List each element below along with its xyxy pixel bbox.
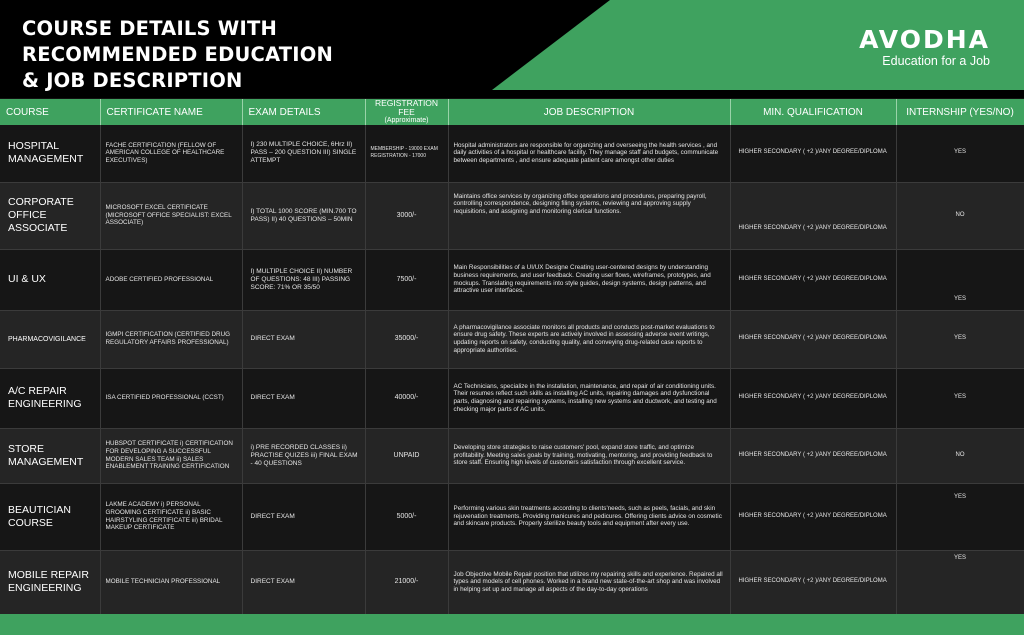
table-row	[0, 483, 1024, 550]
min-qualification: HIGHER SECONDARY ( +2 )/ANY DEGREE/DIPLOMA	[730, 182, 896, 249]
registration-fee: 21000/-	[365, 550, 448, 614]
certificate-name: MICROSOFT EXCEL CERTIFICATE (MICROSOFT OFFICE SPECIALIST: EXCEL ASSOCIATE)	[100, 182, 242, 249]
table-row	[0, 428, 1024, 483]
certificate-name: MOBILE TECHNICIAN PROFESSIONAL	[100, 550, 242, 614]
col-header-exam: EXAM DETAILS	[242, 99, 365, 125]
registration-fee: 40000/-	[365, 368, 448, 428]
col-header-fee-label: REGISTRATION FEE	[374, 98, 439, 117]
col-header-job: JOB DESCRIPTION	[448, 99, 730, 125]
certificate-name: ADOBE CERTIFIED PROFESSIONAL	[100, 249, 242, 310]
exam-details: DIRECT EXAM	[242, 310, 365, 368]
job-description: Job Objective Mobile Repair position that utilizes my repairing skills and experience. Repaired all types and models of cell phones. Worked in a brand new state-of-the-art shop and was involved in helping set up and manage all aspects of the day-to-day operations	[448, 550, 730, 614]
table-row	[0, 182, 1024, 249]
header-bar	[0, 0, 1024, 98]
exam-details: DIRECT EXAM	[242, 368, 365, 428]
course-name: PHARMACOVIGILANCE	[0, 310, 100, 368]
min-qualification: HIGHER SECONDARY ( +2 )/ANY DEGREE/DIPLOMA	[730, 249, 896, 310]
exam-details: DIRECT EXAM	[242, 550, 365, 614]
internship: YES	[896, 249, 1024, 310]
exam-details: i) PRE RECORDED CLASSES ii) PRACTISE QUIZES iii) FINAL EXAM - 40 QUESTIONS	[242, 428, 365, 483]
job-description: Main Responsibilities of a UI/UX Designe Creating user-centered designs by understanding business requirements, and user feedback. Creating user flows, wireframes, prototypes, and mockups. Translating requirements into style guides, design systems, design patterns, and attractive user interfaces.	[448, 249, 730, 310]
logo-tagline: Education for a Job	[882, 54, 990, 68]
col-header-intern: INTERNSHIP (YES/NO)	[896, 99, 1024, 125]
table-row	[0, 125, 1024, 182]
exam-details: I) TOTAL 1000 SCORE (MIN.700 TO PASS) II) 40 QUESTIONS – 50MIN	[242, 182, 365, 249]
internship: YES	[896, 483, 1024, 550]
course-name: MOBILE REPAIR ENGINEERING	[0, 550, 100, 614]
course-name: HOSPITAL MANAGEMENT	[0, 125, 100, 182]
registration-fee: UNPAID	[365, 428, 448, 483]
exam-details: DIRECT EXAM	[242, 483, 365, 550]
title-line-3: & JOB DESCRIPTION	[22, 69, 243, 92]
internship: YES	[896, 310, 1024, 368]
col-header-fee-sub: (Approximate)	[384, 117, 429, 124]
certificate-name: FACHE CERTIFICATION (FELLOW OF AMERICAN COLLEGE OF HEALTHCARE EXECUTIVES)	[100, 125, 242, 182]
registration-fee: MEMBERSHIP - 19000 EXAM REGISTRATION - 17000	[365, 125, 448, 182]
col-header-certificate: CERTIFICATE NAME	[100, 99, 242, 125]
job-description: A pharmacovigilance associate monitors all products and conducts post-market evaluations to ensure drug safety. These experts are actively involved in assessing adverse event writings, updating reports on safety, conducting quality, and conveying drug-related case reports to appropriate authorities.	[448, 310, 730, 368]
min-qualification: HIGHER SECONDARY ( +2 )/ANY DEGREE/DIPLOMA	[730, 428, 896, 483]
internship: NO	[896, 182, 1024, 249]
job-description: AC Technicians, specialize in the installation, maintenance, and repair of air conditioning units. Their resumes reflect such skills as installing AC units, repairing damages and dysfunctional parts, diagnosing and repairing systems, installing new systems and ductwork, and testing and checking major parts of AC units.	[448, 368, 730, 428]
table-row	[0, 368, 1024, 428]
registration-fee: 7500/-	[365, 249, 448, 310]
internship: NO	[896, 428, 1024, 483]
internship: YES	[896, 368, 1024, 428]
col-header-fee	[365, 99, 448, 125]
certificate-name: HUBSPOT CERTIFICATE i) CERTIFICATION FOR DEVELOPING A SUCCESSFUL MODERN SALES TEAM ii) SALES ENABLEMENT TRAINING CERTIFICATION	[100, 428, 242, 483]
footer-bar	[0, 614, 1024, 635]
min-qualification: HIGHER SECONDARY ( +2 )/ANY DEGREE/DIPLOMA	[730, 550, 896, 614]
internship: YES	[896, 125, 1024, 182]
min-qualification: HIGHER SECONDARY ( +2 )/ANY DEGREE/DIPLOMA	[730, 368, 896, 428]
table-row	[0, 249, 1024, 310]
page-title	[22, 16, 333, 94]
min-qualification: HIGHER SECONDARY ( +2 )/ANY DEGREE/DIPLOMA	[730, 310, 896, 368]
certificate-name: LAKME ACADEMY i) PERSONAL GROOMING CERTIFICATE ii) BASIC HAIRSTYLING CERTIFICATE iii) BRIDAL MAKEUP CERTIFICATE	[100, 483, 242, 550]
exam-details: I) 230 MULTIPLE CHOICE, 6Hrz II) PASS – 200 QUESTION III) SINGLE ATTEMPT	[242, 125, 365, 182]
certificate-name: ISA CERTIFIED PROFESSIONAL (CCST)	[100, 368, 242, 428]
title-line-2: RECOMMENDED EDUCATION	[22, 43, 334, 66]
logo-name: AVODHA	[859, 25, 990, 54]
col-header-qual: MIN. QUALIFICATION	[730, 99, 896, 125]
job-description: Hospital administrators are responsible for organizing and overseeing the health services , and daily activities of a hospital or healthcare facility. They manage staff and budgets, communicate between departments , and ensure adequate patient care amongst other duties	[448, 125, 730, 182]
exam-details: I) MULTIPLE CHOICE II) NUMBER OF QUESTIONS: 48 III) PASSING SCORE: 71% OR 35/50	[242, 249, 365, 310]
job-description: Performing various skin treatments according to clients'needs, such as peels, facials, and skin rejuvenation treatments. Providing manicures and pedicures. Offering clients advice on cosmetic and skincare products. Properly sterilize beauty tools and equipment after every use.	[448, 483, 730, 550]
internship: YES	[896, 550, 1024, 614]
table-row	[0, 550, 1024, 614]
registration-fee: 5000/-	[365, 483, 448, 550]
registration-fee: 3000/-	[365, 182, 448, 249]
course-name: A/C REPAIR ENGINEERING	[0, 368, 100, 428]
min-qualification: HIGHER SECONDARY ( +2 )/ANY DEGREE/DIPLOMA	[730, 483, 896, 550]
course-name: STORE MANAGEMENT	[0, 428, 100, 483]
job-description: Maintains office services by organizing office operations and procedures, preparing payroll, controlling correspondence, designing filing systems, reviewing and approving supply requisitions, and assigning and monitoring clerical functions.	[448, 182, 730, 249]
title-line-1: COURSE DETAILS WITH	[22, 17, 277, 40]
avodha-logo	[859, 26, 990, 68]
table-header-row	[0, 99, 1024, 125]
certificate-name: IGMPI CERTIFICATION (CERTIFIED DRUG REGULATORY AFFAIRS PROFESSIONAL)	[100, 310, 242, 368]
course-table	[0, 99, 1024, 615]
table-row	[0, 310, 1024, 368]
registration-fee: 35000/-	[365, 310, 448, 368]
course-name: CORPORATE OFFICE ASSOCIATE	[0, 182, 100, 249]
job-description: Developing store strategies to raise customers' pool, expand store traffic, and optimize profitability. Meeting sales goals by training, motivating, mentoring, and providing feedback to store staff. Ensuring high levels of customers satisfaction through excellent service.	[448, 428, 730, 483]
col-header-course: COURSE	[0, 99, 100, 125]
course-name: BEAUTICIAN COURSE	[0, 483, 100, 550]
min-qualification: HIGHER SECONDARY ( +2 )/ANY DEGREE/DIPLOMA	[730, 125, 896, 182]
course-name: UI & UX	[0, 249, 100, 310]
